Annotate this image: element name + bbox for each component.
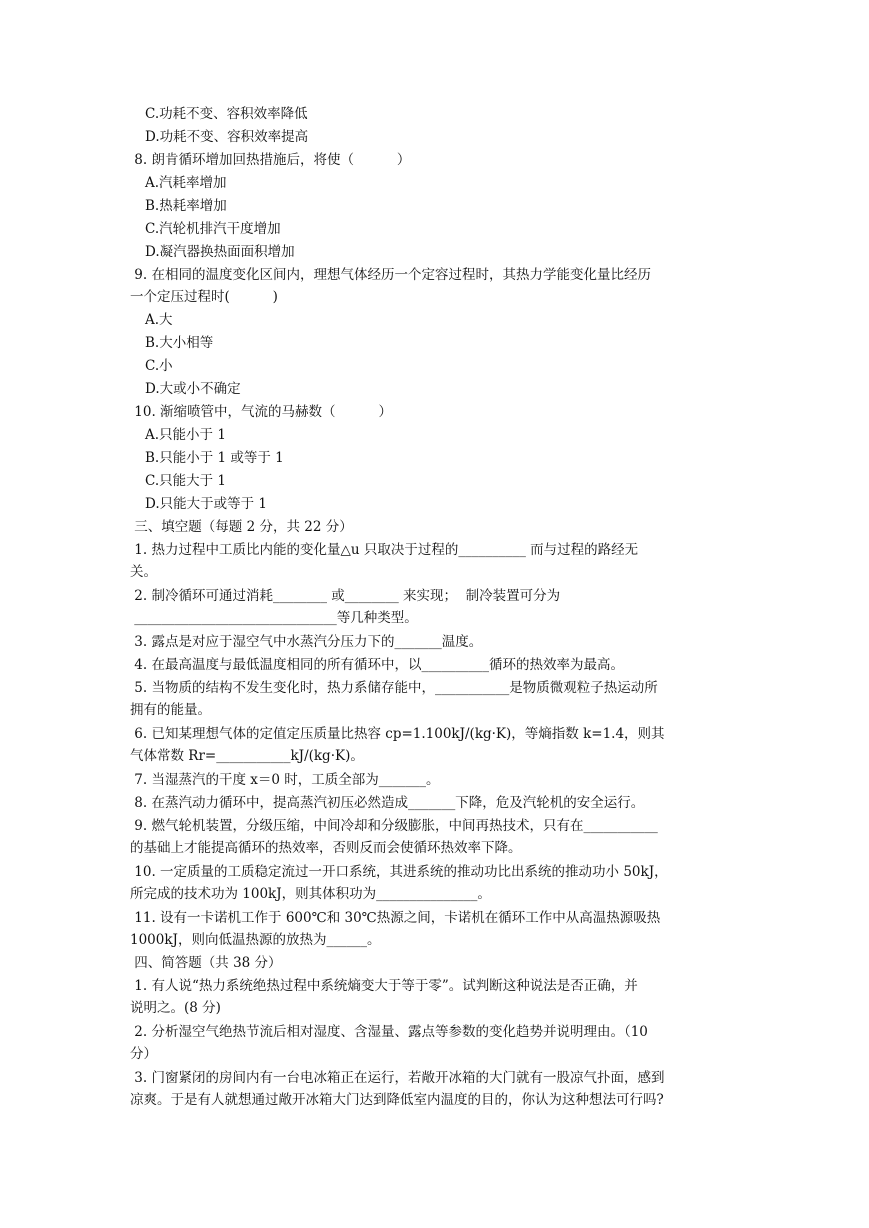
fill-q9-line2: 的基础上才能提高循环的热效率，否则反而会使循环热效率下降。	[130, 840, 522, 856]
section-4-heading: 四、简答题（共 38 分）	[130, 955, 282, 971]
option-b-q10: B.只能小于 1 或等于 1	[145, 450, 284, 466]
option-a-q9: A.大	[145, 312, 173, 328]
option-d-q7: D.功耗不变、容积效率提高	[145, 129, 309, 145]
option-c-q10: C.只能大于 1	[145, 473, 227, 489]
question-8: 8. 朗肯循环增加回热措施后，将使（ ）	[130, 152, 411, 168]
option-a-q8: A.汽耗率增加	[145, 175, 227, 191]
fill-q2-line2: ______________________________等几种类型。	[130, 610, 418, 626]
fill-q6-line1: 6. 已知某理想气体的定值定压质量比热容 cp=1.100kJ/(kg·K)，等熵指数 k=1.4，则其	[130, 726, 665, 742]
fill-q11-line2: 1000kJ，则向低温热源的放热为______。	[130, 932, 381, 948]
fill-q10-line1: 10. 一定质量的工质稳定流过一开口系统，其进系统的推动功比出系统的推动功小 50kJ，	[130, 864, 668, 880]
short-q2-line2: 分）	[130, 1046, 157, 1062]
fill-q1-line2: 关。	[130, 564, 157, 580]
option-c-q7: C.功耗不变、容积效率降低	[145, 106, 308, 122]
option-b-q9: B.大小相等	[145, 335, 214, 351]
fill-q1-line1: 1. 热力过程中工质比内能的变化量△u 只取决于过程的__________ 而与过程的路经无	[130, 542, 639, 558]
section-3-heading: 三、填空题（每题 2 分，共 22 分）	[130, 519, 353, 535]
option-b-q8: B.热耗率增加	[145, 198, 227, 214]
question-9-line1: 9. 在相同的温度变化区间内，理想气体经历一个定容过程时，其热力学能变化量比经历	[130, 267, 651, 283]
option-d-q8: D.凝汽器换热面面积增加	[145, 244, 295, 260]
question-9-line2: 一个定压过程时( )	[130, 289, 278, 305]
option-c-q8: C.汽轮机排汽干度增加	[145, 221, 281, 237]
fill-q11-line1: 11. 设有一卡诺机工作于 600℃和 30℃热源之间，卡诺机在循环工作中从高温热源吸热	[130, 910, 661, 926]
question-10: 10. 渐缩喷管中，气流的马赫数（ ）	[130, 404, 392, 420]
option-a-q10: A.只能小于 1	[145, 427, 226, 443]
short-q1-line2: 说明之。(8 分)	[130, 1000, 221, 1016]
fill-q6-line2: 气体常数 Rr=___________kJ/(kg·K)。	[130, 748, 364, 764]
option-d-q9: D.大或小不确定	[145, 381, 241, 397]
short-q2-line1: 2. 分析湿空气绝热节流后相对湿度、含湿量、露点等参数的变化趋势并说明理由。（10	[130, 1024, 648, 1040]
fill-q5-line2: 拥有的能量。	[130, 702, 211, 718]
fill-q7: 7. 当湿蒸汽的干度 x＝0 时，工质全部为_______。	[130, 772, 440, 788]
fill-q4: 4. 在最高温度与最低温度相同的所有循环中，以__________循环的热效率为最高。	[130, 657, 624, 673]
fill-q2-line1: 2. 制冷循环可通过消耗________ 或________ 来实现； 制冷装置可分为	[130, 588, 561, 604]
fill-q10-line2: 所完成的技术功为 100kJ，则其体积功为_______________。	[130, 886, 491, 902]
fill-q9-line1: 9. 燃气轮机装置，分级压缩，中间冷却和分级膨胀，中间再热技术，只有在___________	[130, 818, 658, 834]
fill-q3: 3. 露点是对应于湿空气中水蒸汽分压力下的_______温度。	[130, 634, 483, 650]
option-d-q10: D.只能大于或等于 1	[145, 496, 268, 512]
fill-q8: 8. 在蒸汽动力循环中，提高蒸汽初压必然造成_______下降，危及汽轮机的安全运行。	[130, 795, 645, 811]
short-q1-line1: 1. 有人说“热力系统绝热过程中系统熵变大于等于零”。试判断这种说法是否正确，并	[130, 978, 638, 994]
short-q3-line1: 3. 门窗紧闭的房间内有一台电冰箱正在运行，若敞开冰箱的大门就有一股凉气扑面，感到	[130, 1070, 665, 1086]
short-q3-line2: 凉爽。于是有人就想通过敞开冰箱大门达到降低室内温度的目的，你认为这种想法可行吗?	[130, 1092, 664, 1108]
fill-q5-line1: 5. 当物质的结构不发生变化时，热力系储存能中，___________是物质微观粒子热运动所	[130, 680, 658, 696]
option-c-q9: C.小	[145, 358, 173, 374]
